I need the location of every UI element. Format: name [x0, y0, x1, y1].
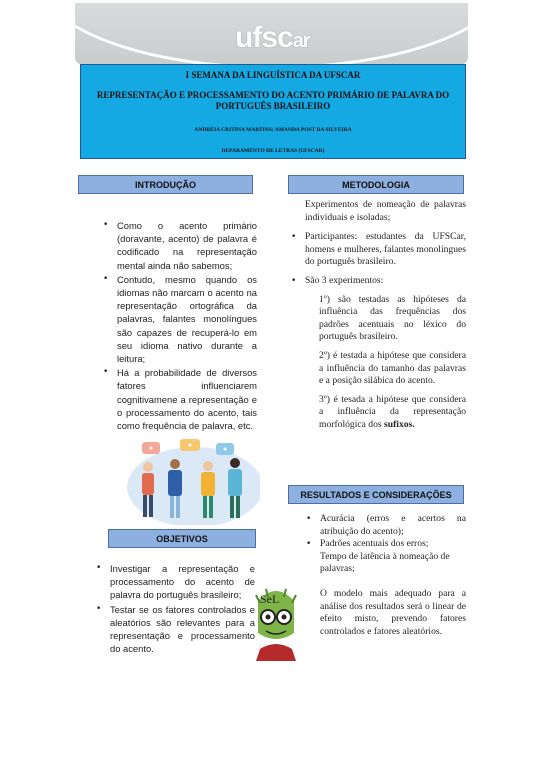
section-heading-objetivos: OBJETIVOS — [108, 529, 256, 548]
experiment-3: 3º) é tesada a hipótese que considera a influência da representação morfológica dos sufixos. — [319, 393, 466, 430]
ufscar-logo: ufscar — [235, 21, 310, 54]
section-heading-metodologia: METODOLOGIA — [288, 175, 464, 194]
poster-title: REPRESENTAÇÃO E PROCESSAMENTO DO ACENTO PRIMÁRIO DE PALAVRA DO PORTUGUÊS BRASILEIRO — [96, 90, 450, 111]
sel-mascot-illustration — [250, 583, 302, 661]
event-title: I SEMANA DA LINGUÍSTICA DA UFSCAR — [185, 70, 361, 80]
department: DEPARAMENTO DE LETRAS (UFSCAR) — [221, 148, 325, 154]
experiment-1: 1º) são testadas as hipóteses da influência das frequências dos padrões acentuais no léxico do português brasileiro. — [319, 293, 466, 343]
list-item: • Acurácia (erros e acertos na atribuição do acento); — [304, 513, 466, 538]
list-item: • Investigar a representação e processamento do acento de palavra do português brasileiro; — [94, 562, 255, 602]
objetivos-list — [94, 562, 255, 656]
list-item: • Há a probabilidade de diversos fatores influenciarem cognitivamene a representação e o processamento do acento, tais como frequência de palavra, etc. — [101, 366, 257, 432]
list-item: • Contudo, mesmo quando os idiomas não marcam o acento na representação ortográfica da palavras, falantes monolíngues são capazes de recuperá-lo em seu idioma nativo durante a leitura; — [101, 273, 257, 365]
authors: ANDRÉIA CRITINA MARTINS; AMANDA POST DA SILVEIRA — [194, 127, 352, 133]
mascot-label: SeL — [260, 592, 280, 606]
metodologia-content — [289, 199, 466, 432]
list-item: • São 3 experimentos: — [289, 275, 466, 288]
metodologia-intro: Experimentos de nomeação de palavras individuais e isoladas; — [305, 199, 466, 223]
section-heading-introducao: INTRODUÇÃO — [78, 175, 253, 194]
section-heading-resultados: RESULTADOS E CONSIDERAÇÕES — [288, 485, 464, 504]
list-item: • Padrões acentuais dos erros; — [304, 538, 466, 551]
resultados-content — [304, 513, 466, 638]
header-banner — [75, 3, 468, 65]
people-conversation-illustration — [120, 437, 260, 525]
resultados-conclusion: O modelo mais adequado para a análise dos resultados será o linear de efeito misto, prevendo fatores controlados e fatores aleatórios. — [320, 587, 466, 637]
experiment-2: 2º) é testada a hipótese que considera a influência do tamanho das palavras e a posição silábica do acento. — [319, 349, 466, 387]
list-item: • Participantes: estudantes da UFSCar, homens e mulheres, falantes monolíngues do português brasileiro. — [289, 231, 466, 269]
list-item: • Testar se os fatores controlados e aleatórios são relevantes para a representação e processamento do acento. — [94, 603, 255, 656]
title-box — [80, 64, 466, 159]
introducao-list — [101, 219, 257, 433]
list-item: • Como o acento primário (doravante, acento) de palavra é codificado na representação mental ainda não sabemos; — [101, 219, 257, 272]
resultados-extra: Tempo de latência à nomeação de palavras; — [320, 550, 450, 575]
